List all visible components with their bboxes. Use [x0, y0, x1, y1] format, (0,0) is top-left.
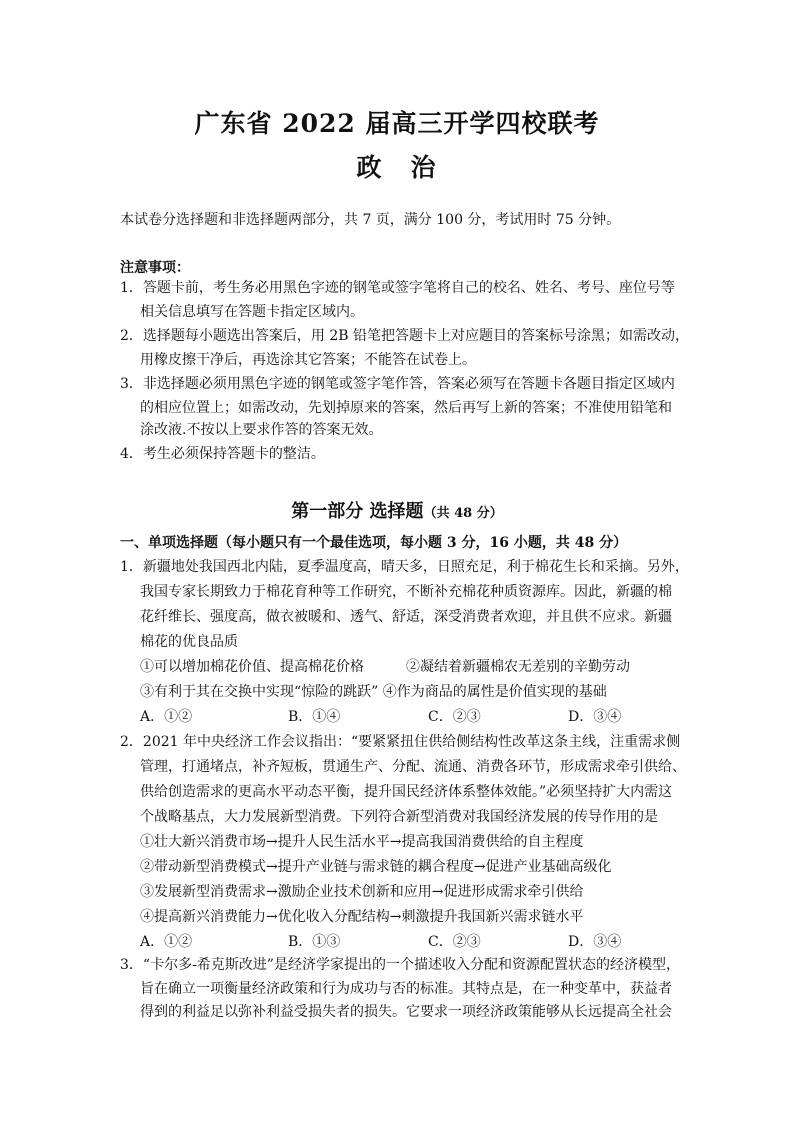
q1-option-c: C．②③: [428, 709, 481, 725]
q2-stem-line-3: 供给创造需求的更高水平动态平衡，提升国民经济体系整体效能。”必须坚持扩大内需这: [140, 784, 673, 800]
q2-stem-line-1: 2．2021 年中央经济工作会议指出：“要紧紧扭住供给侧结构性改革这条主线，注重需求侧: [120, 734, 681, 750]
q2-statement-3: ③发展新型消费需求→激励企业技术创新和应用→促进形成需求牵引供给: [140, 884, 584, 900]
q1-option-b: B．①④: [288, 709, 341, 725]
q3-stem-line-1: 3．“卡尔多-希克斯改进”是经济学家提出的一个描述收入分配和资源配置状态的经济模型，: [120, 957, 680, 973]
notice-item-2-line-1: 2．选择题每小题选出答案后，用 2B 铅笔把答题卡上对应题目的答案标号涂黑；如需改动，: [120, 328, 690, 344]
notice-heading: 注意事项：: [120, 260, 190, 276]
notice-item-1-line-1: 1．答题卡前，考生务必用黑色字迹的钢笔或签字笔将自己的校名、姓名、考号、座位号等: [120, 280, 675, 296]
q1-statement-1: ①可以增加棉花价值、提高棉花价格 ②凝结着新疆棉农无差别的辛勤劳动: [140, 659, 630, 675]
q1-stem-line-1: 1．新疆地处我国西北内陆，夏季温度高，晴天多，日照充足，利于棉花生长和采摘。另外，: [120, 559, 689, 575]
notice-item-3-line-3: 涂改液.不按以上要求作答的答案无效。: [140, 422, 383, 438]
notice-item-1-line-2: 相关信息填写在答题卡指定区域内。: [140, 304, 364, 320]
exam-subject: 政 治: [356, 153, 438, 182]
q2-statement-4: ④提高新兴消费能力→优化收入分配结构→刺激提升我国新兴需求链水平: [140, 909, 584, 925]
notice-item-2-line-2: 用橡皮擦干净后，再选涂其它答案；不能答在试卷上。: [140, 352, 476, 368]
single-choice-heading: 一、单项选择题（每小题只有一个最佳选项，每小题 3 分，16 小题，共 48 分）: [120, 535, 628, 551]
q2-option-b: B．①③: [288, 934, 341, 950]
notice-item-3-line-1: 3．非选择题必须用黑色字迹的钢笔或签字笔作答，答案必须写在答题卡各题目指定区域内: [120, 376, 675, 392]
q2-stem-line-4: 个战略基点，大力发展新型消费。下列符合新型消费对我国经济发展的传导作用的是: [140, 809, 658, 825]
exam-title: 广东省 2022 届高三开学四校联考: [194, 109, 600, 138]
q1-option-a: A．①②: [140, 709, 193, 725]
q2-option-c: C．②③: [428, 934, 481, 950]
notice-item-3-line-2: 的相应位置上；如需改动，先划掉原来的答案，然后再写上新的答案；不准使用铅笔和: [140, 400, 672, 416]
q1-stem-line-2: 我国专家长期致力于棉花育种等工作研究，不断补充棉花种质资源库。因此，新疆的棉: [140, 584, 672, 600]
q1-option-d: D．③④: [568, 709, 622, 725]
part-one-heading: [0, 497, 794, 523]
q2-option-d: D．③④: [568, 934, 622, 950]
exam-intro: 本试卷分选择题和非选择题两部分，共 7 页，满分 100 分，考试用时 75 分钟。: [120, 212, 621, 228]
q1-stem-line-4: 棉花的优良品质: [140, 634, 238, 650]
part-one-note: （共 48 分）: [423, 506, 503, 521]
q1-stem-line-3: 花纤维长、强度高，做衣被暖和、透气、舒适，深受消费者欢迎，并且供不应求。新疆: [140, 609, 672, 625]
q2-statement-2: ②带动新型消费模式→提升产业链与需求链的耦合程度→促进产业基础高级化: [140, 859, 612, 875]
q3-stem-line-3: 得到的利益足以弥补利益受损失者的损失。它要求一项经济政策能够从长远提高全社会: [140, 1004, 672, 1020]
q2-option-a: A．①②: [140, 934, 193, 950]
q3-stem-line-2: 旨在确立一项衡量经济政策和行为成功与否的标准。其特点是，在一种变革中，获益者: [140, 981, 672, 997]
notice-item-4-line-1: 4．考生必须保持答题卡的整洁。: [120, 446, 325, 462]
q2-statement-1: ①壮大新兴消费市场→提升人民生活水平→提高我国消费供给的自主程度: [140, 834, 584, 850]
q2-stem-line-2: 管理，打通堵点，补齐短板，贯通生产、分配、流通、消费各环节，形成需求牵引供给、: [140, 759, 686, 775]
q1-statement-2: ③有利于其在交换中实现“惊险的跳跃” ④作为商品的属性是价值实现的基础: [140, 684, 607, 700]
part-one-title: 第一部分 选择题: [291, 501, 424, 522]
